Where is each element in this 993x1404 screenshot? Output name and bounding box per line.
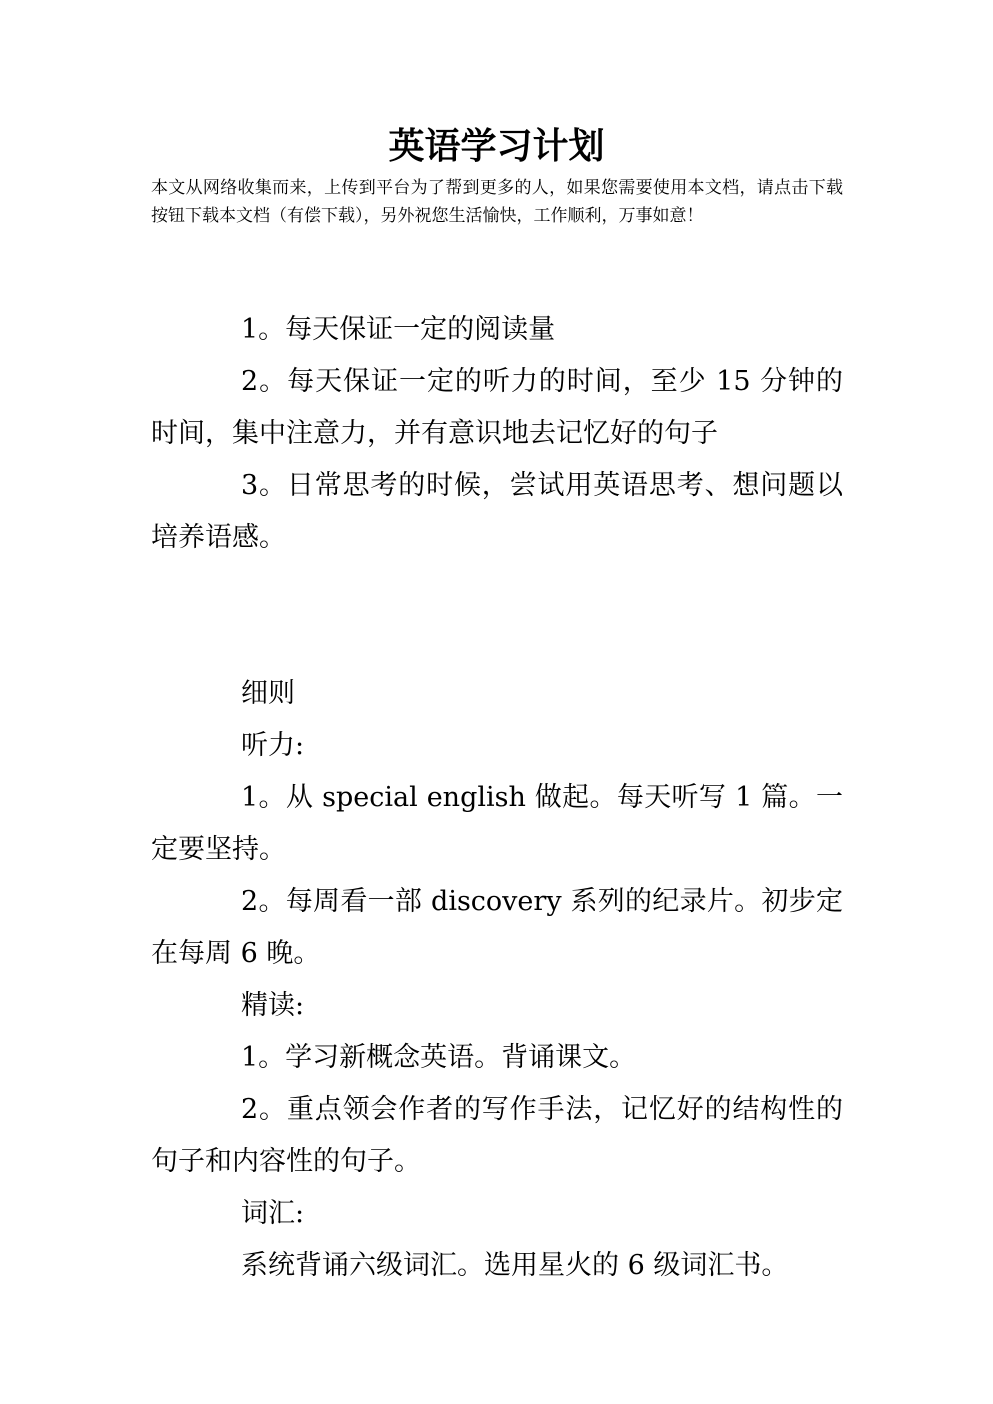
section-heading-listening: 听力: (241, 730, 305, 761)
section-heading-details: 细则 (241, 678, 295, 709)
paragraph: 1。学习新概念英语。背诵课文。 (241, 1042, 637, 1073)
blank-space (151, 564, 843, 668)
paragraph: 3。日常思考的时候，尝试用英语思考、想问题以培养语感。 (151, 470, 843, 553)
paragraph: 2。重点领会作者的写作手法，记忆好的结构性的句子和内容性的句子。 (151, 1094, 843, 1177)
paragraph: 1。每天保证一定的阅读量 (241, 314, 556, 345)
paragraph: 2。每天保证一定的听力的时间，至少 15 分钟的时间，集中注意力，并有意识地去记忆好的句子 (151, 366, 843, 449)
paragraph: 系统背诵六级词汇。选用星火的 6 级词汇书。 (241, 1250, 789, 1281)
document-body (151, 304, 843, 1292)
paragraph: 1。从 special english 做起。每天听写 1 篇。一定要坚持。 (151, 782, 843, 865)
paragraph: 2。每周看一部 discovery 系列的纪录片。初步定在每周 6 晚。 (151, 886, 843, 969)
download-notice: 本文从网络收集而来，上传到平台为了帮到更多的人，如果您需要使用本文档，请点击下载按钮下载本文档（有偿下载），另外祝您生活愉快，工作顺利，万事如意！ (151, 178, 843, 226)
section-heading-vocabulary: 词汇: (241, 1198, 305, 1229)
document-title: 英语学习计划 (388, 125, 605, 167)
section-heading-intensive-reading: 精读: (241, 990, 305, 1021)
